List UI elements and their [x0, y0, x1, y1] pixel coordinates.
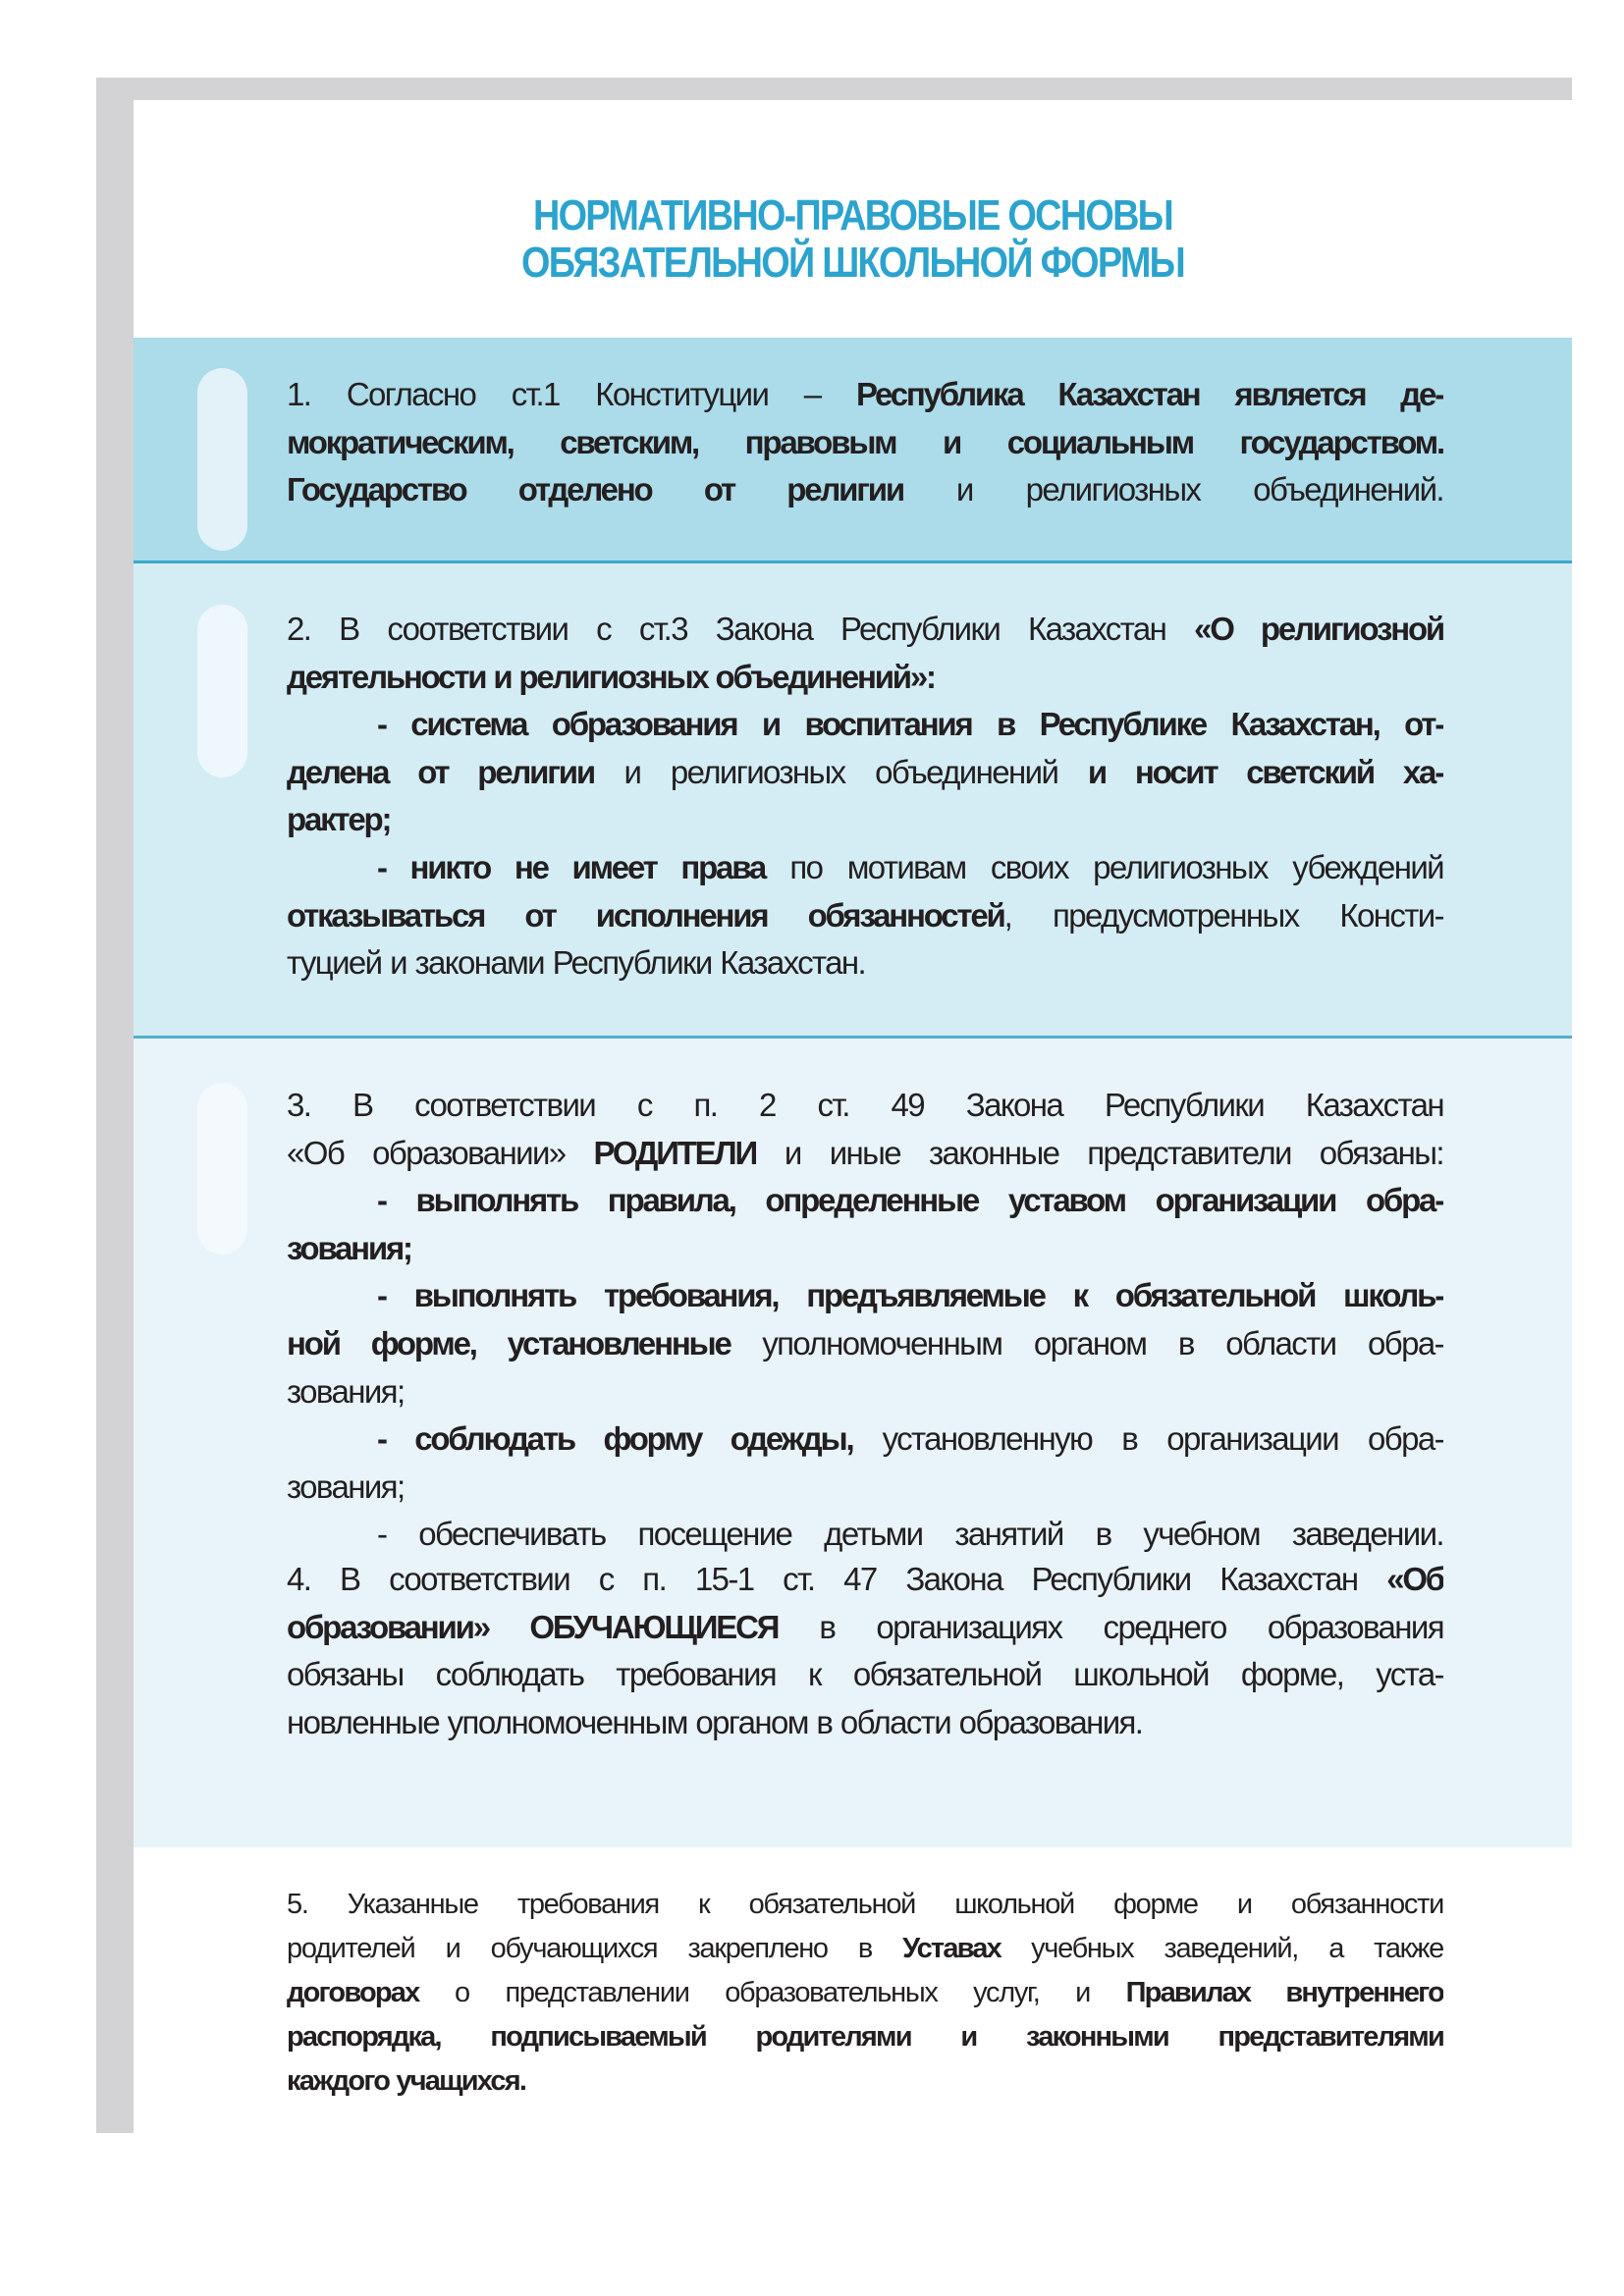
- regular-text: и иные законные представители обязаны:: [755, 1134, 1443, 1171]
- text-line: [287, 606, 1443, 654]
- bold-text: Республика Казахстан является де-: [856, 376, 1443, 412]
- section-2-paragraph: [287, 606, 1443, 988]
- text-line: [287, 1177, 1443, 1225]
- text-line: [287, 892, 1443, 940]
- regular-text: 3. В соответствии с п. 2 ст. 49 Закона Республики Казахстан: [287, 1087, 1443, 1123]
- regular-text: и религиозных объединений.: [902, 471, 1443, 508]
- bold-text: договорах: [287, 1977, 419, 2008]
- pill-marker-1-icon: [197, 368, 247, 551]
- text-line: [287, 749, 1443, 797]
- text-line: [287, 1699, 1443, 1747]
- section-3-paragraph: [287, 1082, 1443, 1559]
- text-line: [287, 1604, 1443, 1652]
- regular-text: учебных заведений, а также: [1000, 1933, 1443, 1964]
- bold-text: зования;: [287, 1229, 411, 1266]
- text-line: [287, 419, 1443, 467]
- bold-text: - выполнять требования, предъявляемые к обязательной школь-: [377, 1277, 1443, 1314]
- text-line: [287, 1225, 1443, 1273]
- regular-text: о представлении образовательных услуг, и: [418, 1977, 1126, 2008]
- bold-text: ной форме, установленные: [287, 1324, 731, 1362]
- bold-text: РОДИТЕЛИ: [593, 1134, 756, 1171]
- text-line: [287, 1556, 1443, 1604]
- pill-marker-2-icon: [197, 605, 247, 777]
- regular-text: по мотивам своих религиозных убеждений: [765, 848, 1443, 885]
- bold-text: деятельности и религиозных объединений»:: [287, 658, 935, 695]
- bold-text: Государство отделено от религии: [287, 471, 903, 508]
- regular-text: обязаны соблюдать требования к обязательной школьной форме, уста-: [287, 1656, 1443, 1693]
- text-line: [287, 701, 1443, 749]
- regular-text: 5. Указанные требования к обязательной школьной форме и обязанности: [287, 1889, 1443, 1920]
- text-line: [287, 2015, 1443, 2059]
- text-line: [287, 1082, 1443, 1130]
- section-4-paragraph: [287, 1556, 1443, 1746]
- page-title: [134, 192, 1572, 287]
- regular-text: новленные уполномоченным органом в области образования.: [287, 1703, 1143, 1740]
- bold-text: распорядка, подписываемый родителями и законными представителями: [287, 2021, 1443, 2053]
- bold-text: - выполнять правила, определенные уставом организации обра-: [377, 1182, 1443, 1219]
- text-line: [287, 796, 1443, 844]
- regular-text: зования;: [287, 1468, 405, 1505]
- bold-text: - соблюдать форму одежды,: [377, 1420, 853, 1458]
- text-line: [287, 1971, 1443, 2015]
- text-line: [287, 1272, 1443, 1320]
- regular-text: в организациях среднего образования: [778, 1608, 1443, 1645]
- pill-marker-3-icon: [197, 1083, 247, 1255]
- text-line: [287, 844, 1443, 892]
- bold-text: Уставах: [902, 1933, 1001, 1964]
- regular-text: и религиозных объединений: [593, 753, 1088, 790]
- text-line: [287, 939, 1443, 988]
- bold-text: каждого учащихся.: [287, 2065, 526, 2097]
- text-line: [287, 1130, 1443, 1178]
- text-line: [287, 1368, 1443, 1416]
- page-title-line-1: НОРМАТИВНО-ПРАВОВЫЕ ОСНОВЫ: [532, 191, 1173, 240]
- bold-text: «Об: [1386, 1561, 1443, 1597]
- bold-text: Правилах внутреннего: [1125, 1977, 1443, 2008]
- bold-text: рактер;: [287, 801, 391, 838]
- regular-text: туцией и законами Республики Казахстан.: [287, 944, 866, 982]
- text-line: [287, 1320, 1443, 1368]
- text-line: [287, 1927, 1443, 1971]
- bold-text: мократическим, светским, правовым и социальным государством.: [287, 423, 1443, 460]
- regular-text: - обеспечивать посещение детьми занятий в учебном заведении.: [377, 1516, 1443, 1553]
- text-line: [287, 1883, 1443, 1927]
- regular-text: 2. В соответствии с ст.3 Закона Республики Казахстан: [287, 611, 1195, 647]
- regular-text: зования;: [287, 1372, 405, 1410]
- text-line: [287, 1415, 1443, 1464]
- text-line: [287, 1651, 1443, 1699]
- regular-text: «Об образовании»: [287, 1134, 594, 1171]
- bold-text: и носит светский ха-: [1087, 753, 1443, 790]
- section-1-paragraph: [287, 371, 1443, 514]
- page-frame-top: [96, 78, 1572, 100]
- text-line: [287, 654, 1443, 702]
- bold-text: отказываться от исполнения обязанностей: [287, 896, 1004, 934]
- bold-text: образовании» ОБУЧАЮЩИЕСЯ: [287, 1608, 779, 1645]
- bold-text: «О религиозной: [1194, 611, 1443, 647]
- text-line: [287, 2059, 1443, 2104]
- regular-text: уполномоченным органом в области обра-: [730, 1324, 1443, 1362]
- regular-text: установленную в организации обра-: [852, 1420, 1443, 1458]
- bold-text: делена от религии: [287, 753, 594, 790]
- regular-text: 4. В соответствии с п. 15-1 ст. 47 Закона Республики Казахстан: [287, 1561, 1387, 1597]
- bold-text: - никто не имеет права: [377, 848, 766, 885]
- text-line: [287, 1464, 1443, 1512]
- regular-text: , предусмотренных Консти-: [1003, 896, 1443, 934]
- regular-text: 1. Согласно ст.1 Конституции –: [287, 376, 857, 412]
- text-line: [287, 466, 1443, 514]
- regular-text: родителей и обучающихся закреплено в: [287, 1933, 903, 1964]
- page-frame-left: [96, 78, 134, 2133]
- text-line: [287, 1511, 1443, 1559]
- section-5-paragraph: [287, 1883, 1443, 2104]
- page-title-line-2: ОБЯЗАТЕЛЬНОЙ ШКОЛЬНОЙ ФОРМЫ: [520, 239, 1185, 287]
- text-line: [287, 371, 1443, 419]
- bold-text: - система образования и воспитания в Республике Казахстан, от-: [377, 706, 1443, 743]
